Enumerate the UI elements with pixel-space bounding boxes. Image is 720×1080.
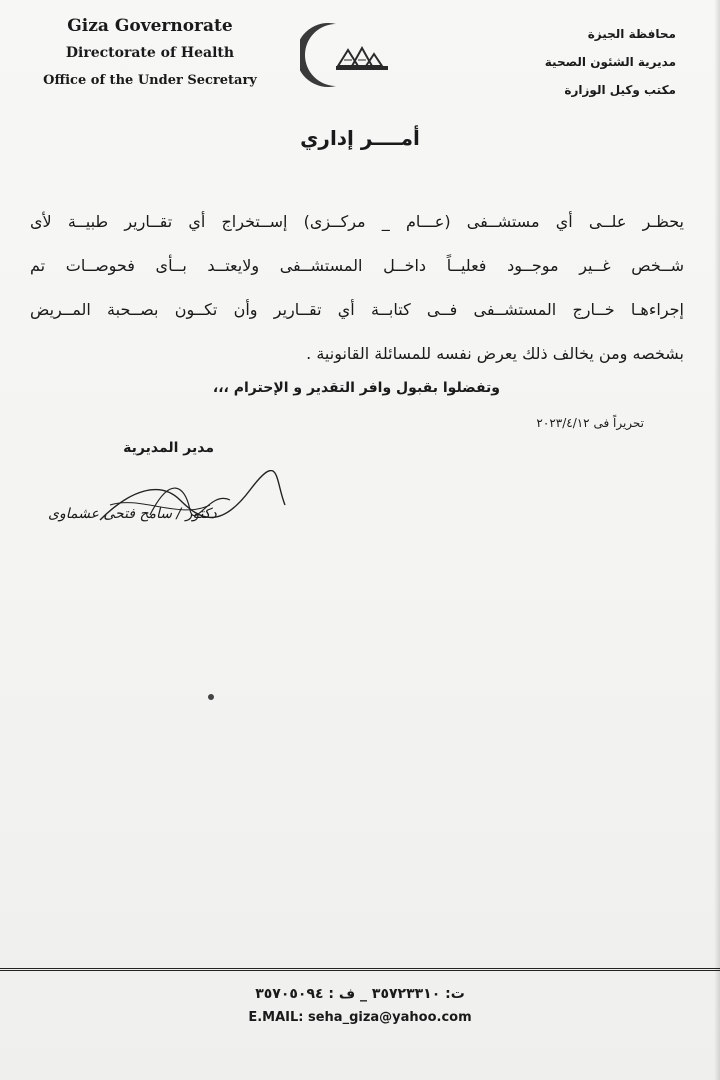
document-date: تحريراً فى ٢٠٢٣/٤/١٢ [536, 416, 644, 430]
body-line: شــخص غــير موجــود فعليــاً داخــل المستشــفى ولايعتــد بــأى فحوصــات تم [30, 256, 684, 275]
page-edge-shadow [714, 0, 720, 1080]
header-ar-governorate: محافظة الجيزة [587, 27, 676, 41]
body-line: إجراءهـا خــارج المستشــفى فــى كتابــة أي تقــارير وأن تكــون بصــحبة المــريض [30, 300, 684, 319]
document-body [30, 200, 684, 376]
closing-salutation: وتفضلوا بقبول وافر التقدير و الإحترام ،،، [212, 380, 500, 396]
header-governorate: Giza Governorate [67, 16, 233, 36]
footer-divider [0, 968, 720, 971]
footer-phone: ت: ٣٥٧٢٣٣١٠ _ ف : ٣٥٧٠٥٠٩٤ [255, 986, 465, 1002]
pyramids-crescent-logo-icon [300, 20, 400, 90]
signer-role: مدير المديرية [123, 440, 214, 456]
header-ar-office: مكتب وكيل الوزارة [564, 83, 676, 97]
body-line: بشخصه ومن يخالف ذلك يعرض نفسه للمسائلة القانونية . [306, 344, 684, 363]
header-ar-directorate: مديرية الشئون الصحية [544, 55, 676, 69]
document-title: أمــــر إداري [300, 126, 420, 150]
header-directorate: Directorate of Health [65, 45, 235, 61]
header-arabic [506, 20, 676, 104]
body-line: يحظـر علــى أي مستشــفى (عـــام _ مركــزى) إســتخراج أي تقــارير طبيــة لأى [30, 212, 684, 231]
header-english [30, 14, 270, 94]
header-office: Office of the Under Secretary [43, 73, 257, 88]
footer-email: E.MAIL: seha_giza@yahoo.com [248, 1010, 472, 1025]
ink-dot [208, 694, 214, 700]
signer-name: دكتور / سامح فتحى عشماوى [48, 506, 217, 522]
handwritten-signature [90, 470, 290, 540]
